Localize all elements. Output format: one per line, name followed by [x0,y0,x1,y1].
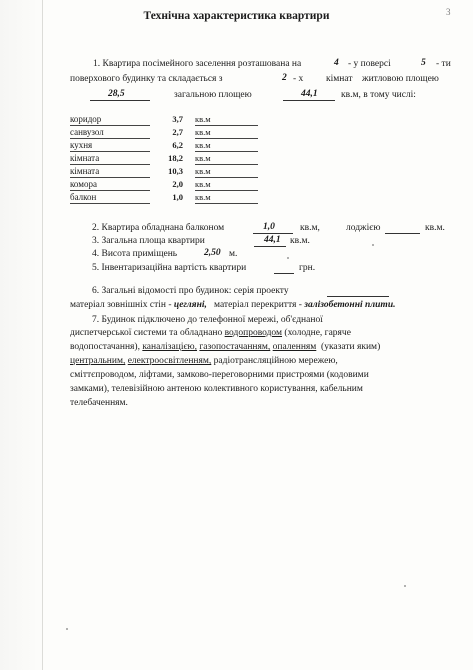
s7-line6: замками), телевізійною антеною колективного користування, кабельним [70,384,363,394]
s7-line2: диспетчерської системи та обладнано водопроводом (холодне, гаряче [70,328,351,338]
living-area-underline [90,100,150,101]
gas-supply-underlined: газопостачанням, [199,342,271,352]
scan-speck [404,585,406,587]
sewerage-underlined: каналізацією, [142,342,198,352]
room-area: 3,7 [172,114,183,124]
loggia-underline [385,233,420,234]
floor-value: 4 [334,58,339,68]
living-area-value: 28,5 [108,89,125,99]
unit-underline [195,125,258,126]
binding-edge [42,0,43,670]
s6-line1: 6. Загальні відомості про будинок: серія проекту [92,286,289,296]
room-area: 6,2 [172,140,183,150]
room-name: комора [70,179,97,189]
room-name: кімната [70,166,100,176]
s4-unit: м. [229,249,238,259]
s7-line5: сміттєпроводом, ліфтами, замково-переговорними пристроями (кодовими [70,370,369,380]
unit-underline [195,190,258,191]
unit-underline [195,164,258,165]
room-underline [70,151,150,152]
unit-underline [195,203,258,204]
project-series-underline [327,296,389,297]
room-unit: кв.м [195,140,211,150]
s1-line2-living-label: житловою площею [362,74,439,84]
s2-text: 2. Квартира обладнана балконом [92,223,225,233]
electric-lighting-underlined: електроосвітленням, [127,356,212,366]
binding-shadow [0,0,46,670]
s3-unit: кв.м. [290,236,310,246]
room-unit: кв.м [195,153,211,163]
unit-underline [195,151,258,152]
s1-line1-floor-label: - у поверсі [348,59,391,69]
room-underline [70,164,150,165]
room-underline [70,190,150,191]
s1-line1-text: 1. Квартира посімейного заселення розташована на [93,59,302,69]
balcony-value: 1,0 [263,222,275,232]
room-area: 2,0 [172,179,183,189]
s7-line4: центральним, електроосвітленням, радіотрансляційною мережею, [70,356,338,366]
s3-text: 3. Загальна площа квартири [92,236,205,246]
mark [287,257,289,259]
s1-line3-end: кв.м, в тому числі: [341,90,416,100]
water-supply-underlined: водопроводом [224,328,283,338]
s1-line2-suffix: - х [293,74,304,84]
room-name: коридор [70,114,102,124]
s4-text: 4. Висота приміщень [92,249,178,259]
room-name: санвузол [70,127,104,137]
s2-loggia-label: лоджією [346,223,381,233]
s1-line3-total-label: загальною площею [174,90,252,100]
total-area-value: 44,1 [301,89,318,99]
room-area: 18,2 [168,153,183,163]
room-unit: кв.м [195,166,211,176]
room-unit: кв.м [195,192,211,202]
unit-underline [195,138,258,139]
room-unit: кв.м [195,114,211,124]
s1-line1-end: - ти [436,59,451,69]
scan-speck [66,628,68,630]
total-area-value-s3: 44,1 [264,235,281,245]
s1-line2-text: поверхового будинку та складається з [70,74,223,84]
walls-material-value: цегляні, [173,300,207,310]
s7-line7: телебаченням. [70,398,128,408]
s7-line3: водопостачання), каналізацією, газопостачанням, опаленням (указати яким) [70,342,381,352]
s6-line2: матеріал зовнішніх стін - цегляні, матеріал перекриття - залізобетонні плити. [70,300,396,310]
s3-underline [254,246,286,247]
room-name: кухня [70,140,93,150]
ceiling-height-value: 2,50 [204,248,221,258]
central-underlined: центральним, [70,356,126,366]
page-number: 3 [446,7,451,17]
floors-total-value: 5 [421,58,426,68]
room-unit: кв.м [195,179,211,189]
s2-loggia-unit: кв.м. [425,223,445,233]
room-area: 10,3 [168,166,183,176]
mark [372,244,374,246]
room-underline [70,125,150,126]
s7-line1: 7. Будинок підключено до телефонної мережі, об'єднаної [92,315,323,325]
room-unit: кв.м [195,127,211,137]
s5-unit: грн. [299,263,316,273]
rooms-count-value: 2 [282,73,287,83]
document-title: Технічна характеристика квартири [143,10,330,22]
floors-material-value: залізобетонні плити. [304,300,396,310]
s2-unit: кв.м, [300,223,320,233]
heating-underlined: опаленням [272,342,317,352]
room-underline [70,203,150,204]
room-area: 1,0 [172,192,183,202]
s5-text: 5. Інвентаризаційна вартість квартири [92,263,247,273]
room-underline [70,177,150,178]
total-area-underline [283,100,335,101]
room-underline [70,138,150,139]
room-area: 2,7 [172,127,183,137]
s1-line2-rooms-label: кімнат [326,74,353,84]
s5-underline [274,273,294,274]
room-name: балкон [70,192,97,202]
room-name: кімната [70,153,100,163]
unit-underline [195,177,258,178]
